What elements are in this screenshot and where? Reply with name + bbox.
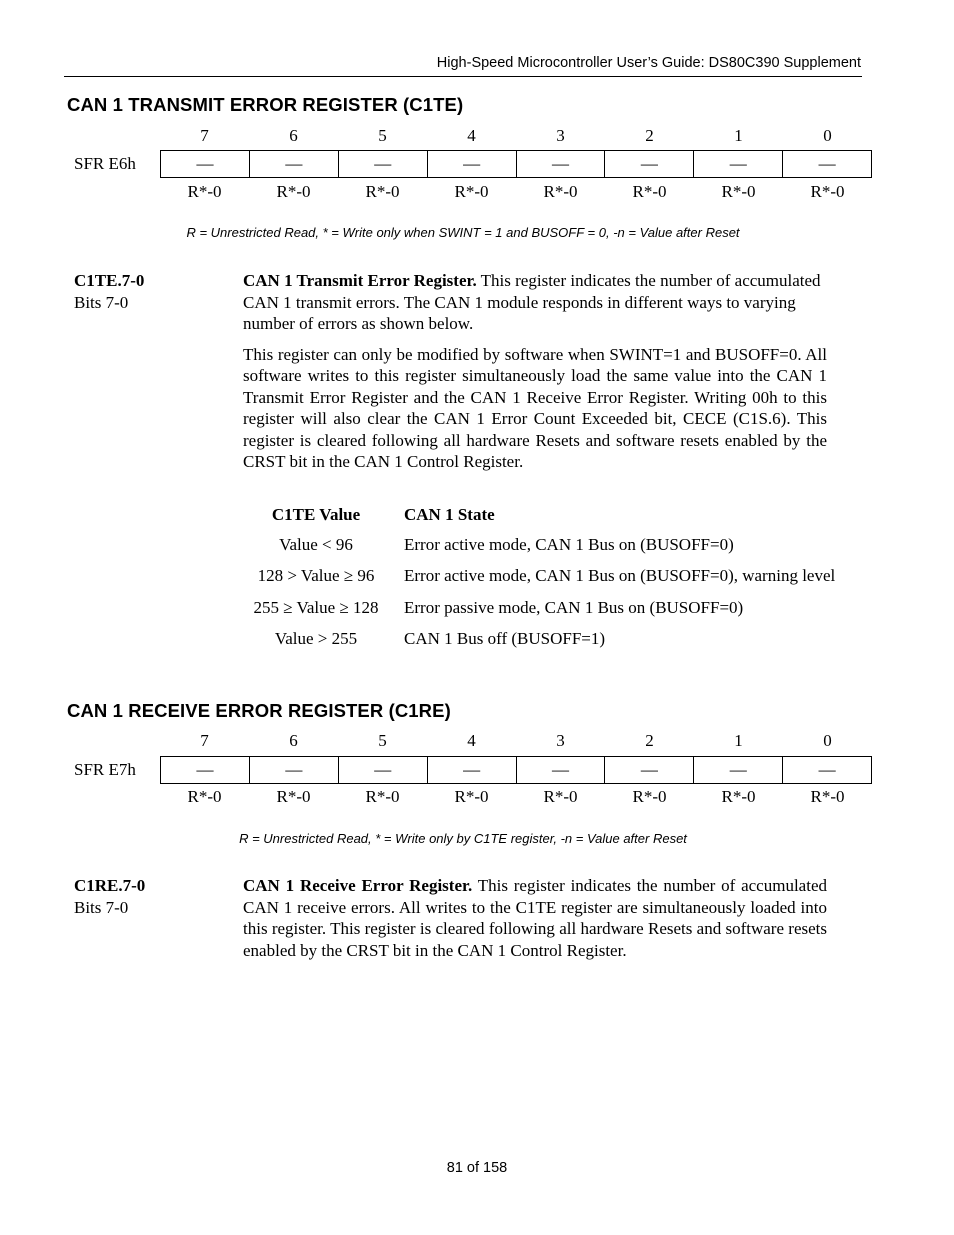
reset-value: R*-0 bbox=[276, 182, 311, 201]
bit-number: 2 bbox=[645, 731, 654, 750]
reset-value: R*-0 bbox=[810, 787, 845, 806]
table-cell: Value < 96 bbox=[279, 534, 353, 554]
table-cell: Error active mode, CAN 1 Bus on (BUSOFF=0), warning level bbox=[404, 566, 836, 585]
bit-name: C1RE.7-0 bbox=[74, 876, 146, 895]
reset-value: R*-0 bbox=[810, 182, 845, 201]
c1te-sfr-address: SFR E6h bbox=[74, 154, 136, 173]
bit-number: 7 bbox=[200, 126, 209, 145]
c1te-reset-values bbox=[160, 182, 872, 202]
bit-number: 4 bbox=[467, 731, 476, 750]
table-cell: 128 > Value ≥ 96 bbox=[257, 566, 375, 585]
table-cell: Value > 255 bbox=[274, 629, 358, 648]
reset-value: R*-0 bbox=[187, 787, 222, 806]
register-cell: — bbox=[250, 757, 339, 783]
reset-value: R*-0 bbox=[276, 787, 311, 806]
bit-number: 6 bbox=[289, 126, 298, 145]
bit-number: 5 bbox=[378, 126, 387, 145]
reset-value: R*-0 bbox=[721, 787, 756, 806]
c1re-section-title: CAN 1 RECEIVE ERROR REGISTER (C1RE) bbox=[67, 700, 451, 721]
bit-number: 3 bbox=[556, 126, 565, 145]
reset-value: R*-0 bbox=[632, 787, 667, 806]
table-row bbox=[243, 534, 843, 556]
page-number: 81 of 158 bbox=[446, 1160, 508, 1176]
c1te-bit-numbers bbox=[160, 126, 872, 146]
bit-number: 6 bbox=[289, 731, 298, 750]
c1re-legend: R = Unrestricted Read, * = Write only by C1TE register, -n = Value after Reset bbox=[239, 831, 687, 846]
table-header: C1TE Value bbox=[271, 505, 361, 524]
bit-number: 0 bbox=[823, 731, 832, 750]
register-cell: — bbox=[161, 151, 250, 177]
c1te-legend: R = Unrestricted Read, * = Write only when SWINT = 1 and BUSOFF = 0, -n = Value after Reset bbox=[186, 225, 740, 240]
c1te-description bbox=[243, 270, 827, 482]
c1te-section-title: CAN 1 TRANSMIT ERROR REGISTER (C1TE) bbox=[67, 94, 464, 115]
register-cell: — bbox=[161, 757, 250, 783]
bit-number: 4 bbox=[467, 126, 476, 145]
table-row bbox=[243, 565, 843, 587]
table-cell: 255 ≥ Value ≥ 128 bbox=[253, 597, 379, 617]
reset-value: R*-0 bbox=[454, 787, 489, 806]
table-header-row bbox=[243, 504, 843, 526]
bit-number: 1 bbox=[734, 126, 743, 145]
header-rule bbox=[64, 76, 862, 77]
register-cell: — bbox=[250, 151, 339, 177]
register-cell: — bbox=[818, 760, 836, 779]
table-cell: CAN 1 Bus off (BUSOFF=1) bbox=[404, 629, 606, 648]
register-cell: — bbox=[605, 151, 694, 177]
c1te-desc-bold: CAN 1 Transmit Error Register. bbox=[243, 271, 477, 290]
c1re-reset-values bbox=[160, 787, 872, 807]
register-cell: — bbox=[428, 151, 517, 177]
bit-number: 1 bbox=[734, 731, 743, 750]
table-cell: Error active mode, CAN 1 Bus on (BUSOFF=0) bbox=[404, 534, 734, 554]
bit-range: Bits 7-0 bbox=[74, 897, 129, 917]
c1te-desc-text: This register indicates the number of accumulated CAN 1 transmit errors. The CAN 1 module responds in different ways to varying number of errors as shown below. bbox=[243, 271, 821, 333]
reset-value: R*-0 bbox=[632, 182, 667, 201]
bit-number: 0 bbox=[823, 126, 832, 145]
c1re-register-box bbox=[160, 756, 872, 784]
bit-number: 7 bbox=[200, 731, 209, 750]
c1te-bit-label bbox=[74, 270, 144, 313]
reset-value: R*-0 bbox=[365, 182, 400, 201]
bit-number: 3 bbox=[556, 731, 565, 750]
register-cell: — bbox=[339, 757, 428, 783]
bit-number: 2 bbox=[645, 126, 654, 145]
reset-value: R*-0 bbox=[721, 182, 756, 201]
table-row bbox=[243, 628, 843, 650]
bit-number: 5 bbox=[378, 731, 387, 750]
register-cell: — bbox=[517, 757, 606, 783]
register-cell: — bbox=[339, 151, 428, 177]
table-cell: Error passive mode, CAN 1 Bus on (BUSOFF=0) bbox=[404, 597, 744, 617]
c1te-desc-para-2: This register can only be modified by software when SWINT=1 and BUSOFF=0. All software writes to this register simultaneously load the same value into the CAN 1 Transmit Error Register and the CAN 1 Receive Error Register. Writing 00h to this register will also clear the CAN 1 Error Count Exceeded bit, CECE (C1S.6). This register is cleared following all hardware Resets and software resets enabled by the CRST bit in the CAN 1 Control Register. bbox=[243, 344, 827, 471]
c1re-bit-label bbox=[74, 875, 145, 918]
table-row bbox=[243, 597, 843, 619]
c1re-bit-numbers bbox=[160, 731, 872, 751]
register-cell: — bbox=[428, 757, 517, 783]
reset-value: R*-0 bbox=[543, 182, 578, 201]
reset-value: R*-0 bbox=[187, 182, 222, 201]
c1re-desc-para-1 bbox=[243, 875, 827, 961]
c1re-description bbox=[243, 875, 827, 970]
bit-name: C1TE.7-0 bbox=[74, 271, 145, 290]
register-cell: — bbox=[694, 757, 783, 783]
c1te-desc-para-1 bbox=[243, 270, 827, 335]
c1te-register-box bbox=[160, 150, 872, 178]
bit-range: Bits 7-0 bbox=[74, 292, 129, 312]
reset-value: R*-0 bbox=[454, 182, 489, 201]
c1re-sfr-address: SFR E7h bbox=[74, 760, 136, 779]
register-cell: — bbox=[818, 154, 836, 173]
running-header: High-Speed Microcontroller User’s Guide: DS80C390 Supplement bbox=[436, 55, 861, 71]
register-cell: — bbox=[605, 757, 694, 783]
c1te-state-table bbox=[243, 504, 843, 660]
c1re-desc-text: This register indicates the number of accumulated CAN 1 receive errors. All writes to the C1TE register are simultaneously loaded into this register. This register is cleared following all hardware Resets and software resets enabled by the CRST bit in the CAN 1 Control Register. bbox=[243, 876, 827, 960]
reset-value: R*-0 bbox=[365, 787, 400, 806]
c1re-desc-bold: CAN 1 Receive Error Register. bbox=[243, 876, 473, 895]
register-cell: — bbox=[517, 151, 606, 177]
reset-value: R*-0 bbox=[543, 787, 578, 806]
register-cell: — bbox=[694, 151, 783, 177]
table-header: CAN 1 State bbox=[404, 505, 495, 524]
